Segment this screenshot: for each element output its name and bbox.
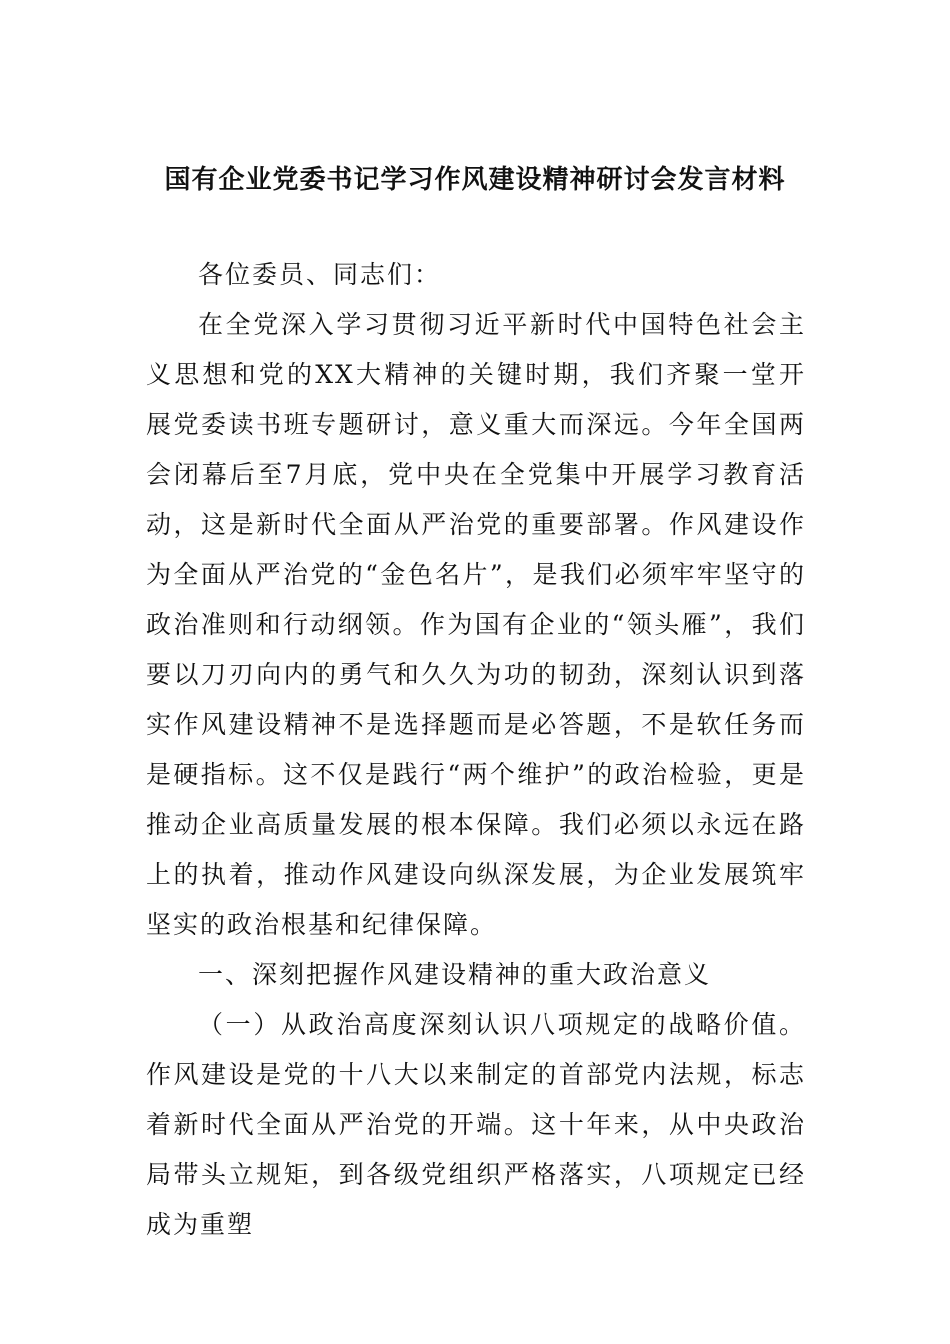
salutation: 各位委员、同志们： <box>198 260 442 289</box>
document-title: 国有企业党委书记学习作风建设精神研讨会发言材料 <box>164 165 786 195</box>
intro-paragraph: 在全党深入学习贯彻习近平新时代中国特色社会主义思想和党的XX大精神的关键时期，我们齐聚一堂开展党委读书班专题研讨，意义重大而深远。今年全国两会闭幕后至7月底，党中央在全党集中开展学习教育活动，这是新时代全面从严治党的重要部署。作风建设作为全面从严治党的“金色名片”，是我们必须牢牢坚守的政治准则和行动纲领。作为国有企业的“领头雁”，我们要以刀刃向内的勇气和久久为功的韧劲，深刻认识到落实作风建设精神不是选择题而是必答题，不是软任务而是硬指标。这不仅是践行“两个维护”的政治检验，更是推动企业高质量发展的根本保障。我们必须以永远在路上的执着，推动作风建设向纵深发展，为企业发展筑牢坚实的政治根基和纪律保障。 <box>146 310 806 939</box>
subsection-paragraph: （一）从政治高度深刻认识八项规定的战略价值。作风建设是党的十八大以来制定的首部党内法规，标志着新时代全面从严治党的开端。这十年来，从中央政治局带头立规矩，到各级党组织严格落实，八项规定已经成为重塑 <box>146 1010 806 1239</box>
document-body <box>146 250 806 1250</box>
section-heading: 一、深刻把握作风建设精神的重大政治意义 <box>198 960 712 989</box>
